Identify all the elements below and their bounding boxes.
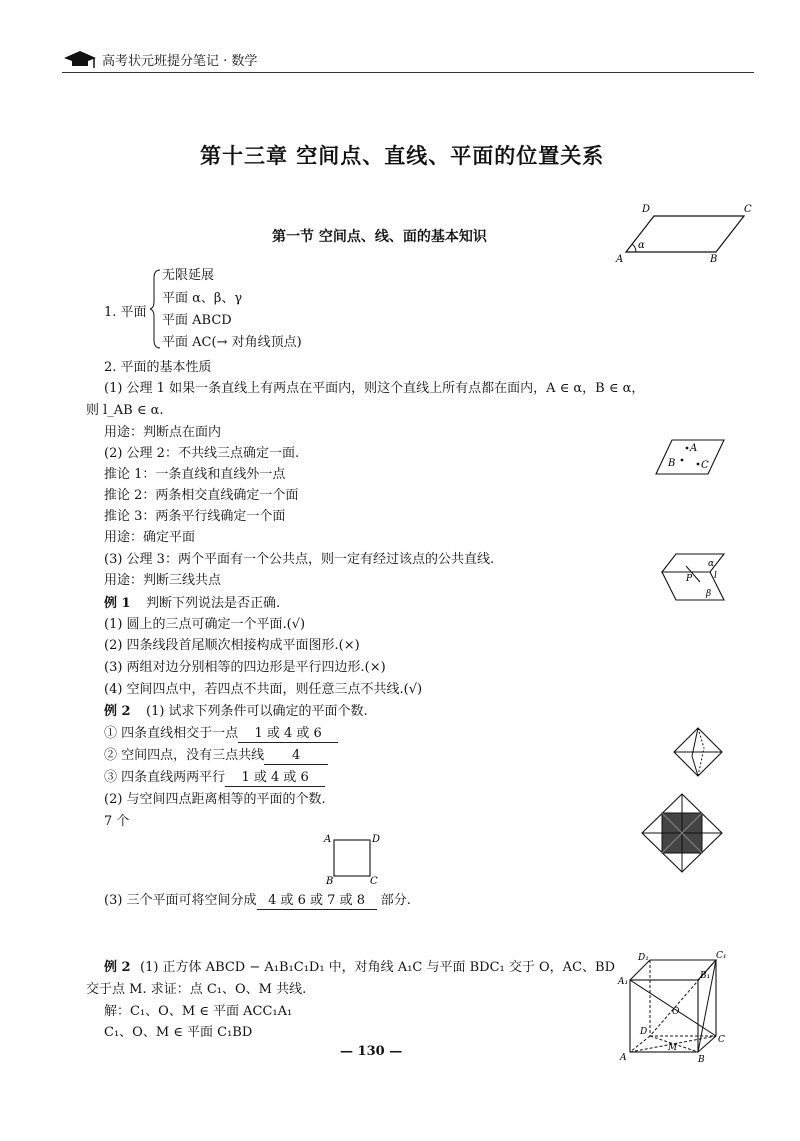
plane-item-2: 平面 α、β、γ xyxy=(162,291,243,306)
axiom-3: (3) 公理 3：两个平面有一个公共点，则一定有经过该点的公共直线. xyxy=(104,552,495,567)
running-header xyxy=(62,44,762,74)
label-l: l xyxy=(714,571,717,581)
label-d: D xyxy=(640,1027,648,1037)
label-c1: C₁ xyxy=(716,951,727,961)
label-b1: B₁ xyxy=(700,971,711,981)
answer-blank-2: 4 xyxy=(264,748,328,765)
label-c: C xyxy=(744,204,752,215)
example-3-step-1: 解：C₁、O、M ∈ 平面 ACC₁A₁ xyxy=(104,1004,293,1019)
label-b: B xyxy=(710,254,718,265)
answer-blank-5: 4 或 6 或 7 或 8 xyxy=(257,893,377,910)
label-m: M xyxy=(668,1043,678,1053)
two-planes-figure xyxy=(660,552,730,604)
label-alpha: α xyxy=(708,559,715,569)
example-1-item-1: (1) 圆上的三点可确定一个平面.(√) xyxy=(104,617,306,632)
example-1-item-2: (2) 四条线段首尾顺次相接构成平面图形.(×) xyxy=(104,638,360,653)
example-2-item-4: (2) 与空间四点距离相等的平面的个数. xyxy=(104,792,326,807)
parallelogram-figure xyxy=(614,202,754,264)
label-b: B xyxy=(326,876,334,887)
example-1-item-4: (4) 空间四点中，若四点不共面，则任意三点不共线.(√) xyxy=(104,682,423,697)
example-1-question: 判断下列说法是否正确. xyxy=(146,596,281,611)
plane-label: 1. 平面 xyxy=(104,305,147,320)
octahedron-figure xyxy=(672,726,724,778)
answer-blank-1: 1 或 4 或 6 xyxy=(238,726,338,743)
axiom-2-use: 用途：确定平面 xyxy=(104,530,196,545)
example-2-item-1: ① 四条直线相交于一点 1 或 4 或 6 xyxy=(104,726,338,743)
example-2-item-2: ② 空间四点，没有三点共线 4 xyxy=(104,748,328,765)
example-2-item-3: ③ 四条直线两两平行 1 或 4 或 6 xyxy=(104,770,325,787)
example-2-question: (1) 试求下列条件可以确定的平面个数. xyxy=(146,704,368,719)
axiom-2: (2) 公理 2：不共线三点确定一面. xyxy=(104,446,300,461)
corollary-1: 推论 1：一条直线和直线外一点 xyxy=(104,467,286,482)
corollary-2: 推论 2：两条相交直线确定一个面 xyxy=(104,488,299,503)
label-alpha: α xyxy=(638,240,645,251)
corollary-3: 推论 3：两条平行线确定一个面 xyxy=(104,509,286,524)
label-c: C xyxy=(370,876,378,887)
label-p: P xyxy=(686,574,693,584)
label-beta: β xyxy=(706,589,712,599)
header-rule xyxy=(62,72,754,73)
example-3-label: 例 2 xyxy=(104,960,131,975)
axiom-1-use: 用途：判断点在面内 xyxy=(104,425,222,440)
example-1-label: 例 1 xyxy=(104,596,131,611)
label-c: C xyxy=(701,460,709,471)
label-b: B xyxy=(698,1055,705,1065)
chapter-title: 第十三章 空间点、直线、平面的位置关系 xyxy=(200,144,605,168)
label-a1: A₁ xyxy=(618,977,629,987)
page-number: — 130 — xyxy=(340,1044,403,1059)
label-d: D xyxy=(642,204,651,215)
axiom-1: (1) 公理 1 如果一条直线上有两点在平面内，则这个直线上所有点都在面内，A ∈ α，B ∈ α， xyxy=(104,381,645,396)
label-c: C xyxy=(718,1035,725,1045)
example-2-item-4-answer: 7 个 xyxy=(104,814,130,829)
answer-blank-3: 1 或 4 或 6 xyxy=(225,770,325,787)
square-figure xyxy=(322,830,382,886)
label-a: A xyxy=(616,254,624,265)
label-d1: D₁ xyxy=(638,953,649,963)
example-2-item-5: (3) 三个平面可将空间分成 4 或 6 或 7 或 8 部分. xyxy=(104,893,411,908)
label-o: O xyxy=(672,1007,680,1017)
axiom-3-use: 用途：判断三线共点 xyxy=(104,573,222,588)
label-a: A xyxy=(690,443,698,454)
example-3-step-2: C₁、O、M ∈ 平面 C₁BD xyxy=(104,1025,253,1040)
plane-item-1: 无限延展 xyxy=(162,268,215,283)
section-title: 第一节 空间点、线、面的基本知识 xyxy=(272,229,487,245)
example-1-item-3: (3) 两组对边分别相等的四边形是平行四边形.(×) xyxy=(104,660,386,675)
plane-item-3: 平面 ABCD xyxy=(162,313,232,328)
cube-figure xyxy=(616,952,726,1064)
label-a: A xyxy=(620,1053,627,1063)
example-3-question: (1) 正方体 ABCD − A₁B₁C₁D₁ 中，对角线 A₁C 与平面 BDC₁ 交于 O，AC、BD xyxy=(140,960,615,975)
plane-item-4: 平面 AC(→ 对角线顶点) xyxy=(162,335,302,350)
label-b: B xyxy=(668,458,676,469)
shaded-square-figure xyxy=(640,792,724,874)
label-d: D xyxy=(372,834,381,845)
label-a: A xyxy=(324,834,332,845)
axiom-1-cont: 则 l_AB ∈ α. xyxy=(86,403,164,418)
example-2-label: 例 2 xyxy=(104,704,131,719)
example-3-question-cont: 交于点 M. 求证：点 C₁、O、M 共线. xyxy=(86,982,307,997)
plane-points-figure xyxy=(654,436,726,476)
heading-basic-properties: 2. 平面的基本性质 xyxy=(104,360,212,375)
running-title: 高考状元班提分笔记 · 数学 xyxy=(102,54,258,69)
graduation-cap-icon xyxy=(62,48,98,70)
brace-icon xyxy=(150,268,162,350)
